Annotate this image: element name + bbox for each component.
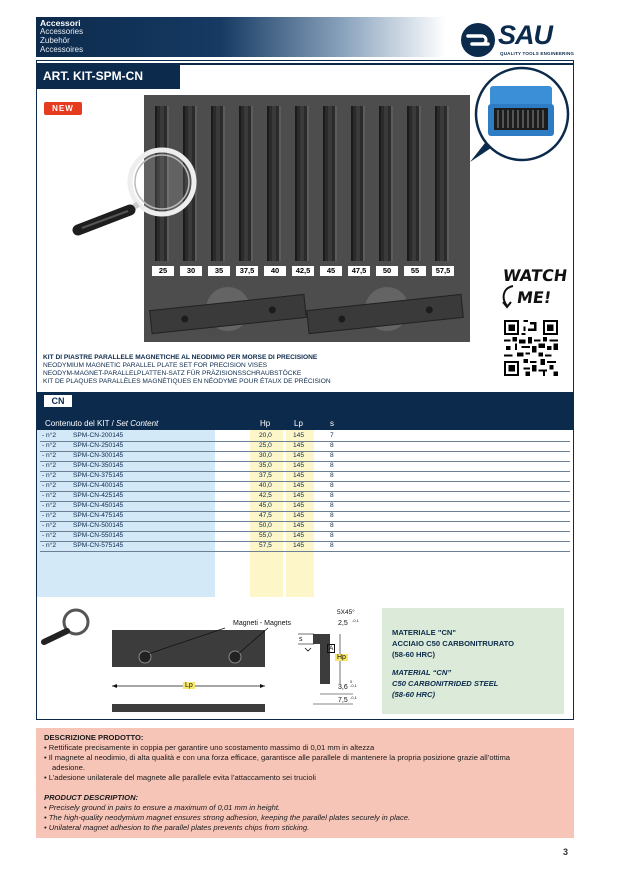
page-number: 3 [563,847,569,857]
qr-code-icon[interactable] [504,320,558,376]
parallel-plate [267,106,281,261]
dim-s: s [299,636,303,643]
header-s: s [330,419,334,428]
material-en-title: MATERIAL “CN” [392,668,452,677]
magnet-hole [268,306,276,314]
table-row [40,541,570,552]
tol-7-5: -0,1 [350,695,357,700]
row-s: 8 [330,522,334,529]
row-lp: 145 [293,512,305,519]
parallel-plate [211,106,225,261]
row-s: 8 [330,482,334,489]
case-photo-icon [470,64,570,164]
desc-it-bullet-1-text: Rettificate precisamente in coppia per garantire uno scostamento massimo di 0,01 mm in altezza [48,743,375,752]
desc-it-bullet-3-text: L’adesione unilaterale del magnete alle parallele evita l’attaccamento sei trucioli [48,773,316,782]
row-lp: 145 [293,542,305,549]
desc-en-bullet-3-text: Unilateral magnet adhesion to the parallel plates prevents chips from sticking. [48,823,310,832]
magnet-hole [338,315,346,323]
row-s: 8 [330,542,334,549]
row-hp: 50,0 [259,522,272,529]
parallel-plate [351,106,365,261]
header-line-fr: Accessoires [40,45,84,54]
row-s: 8 [330,532,334,539]
desc-it-title: DESCRIZIONE PRODOTTO: [44,733,144,742]
row-hp: 40,0 [259,482,272,489]
dim-7-5: 7,5 [338,697,348,704]
desc-fr: KIT DE PLAQUES PARALLÈLES MAGNÉTIQUES EN NÉODYME POUR ÉTAUX DE PRÉCISION [43,378,331,385]
desc-it-bullet-1: • Rettificate precisamente in coppia per garantire uno scostamento massimo di 0,01 mm in altezza [44,743,375,752]
row-hp: 42,5 [259,492,272,499]
table-header [37,416,573,430]
header-banner [36,17,446,57]
row-hp: 35,0 [259,462,272,469]
brand-tagline: QUALITY TOOLS ENGINEERING [500,51,575,56]
article-code: ART. KIT-SPM-CN [37,63,180,89]
material-it-title: MATERIALE "CN" [392,628,457,637]
row-lp: 145 [293,532,305,539]
row-lp: 145 [293,522,305,529]
row-code: SPM-CN-425145 [73,492,124,499]
desc-en-bullet-1: • Precisely ground in pairs to ensure a maximum of 0,01 mm in height. [44,803,281,812]
row-code: SPM-CN-300145 [73,452,124,459]
row-code: SPM-CN-450145 [73,502,124,509]
header-content-plain: Contenuto del KIT / [45,419,117,428]
row-s: 8 [330,472,334,479]
header-line-en: Accessories [40,27,84,36]
desc-it: KIT DI PIASTRE PARALLELE MAGNETICHE AL NEODIMIO PER MORSE DI PRECISIONE [43,354,318,361]
datum-a: A [329,645,334,652]
watch-text: WATCH [501,266,569,285]
row-lp: 145 [293,492,305,499]
size-label: 42,5 [292,266,314,276]
row-qty: - n°2 [42,542,56,549]
row-code: SPM-CN-400145 [73,482,124,489]
row-s: 8 [330,492,334,499]
magnet-hole [425,306,433,314]
row-hp: 47,5 [259,512,272,519]
size-label: 50 [376,266,398,276]
material-en-line2: (58-60 HRC) [392,690,436,699]
row-s: 8 [330,452,334,459]
dim-2-5: 2,5 [338,620,348,627]
row-lp: 145 [293,502,305,509]
material-en-line1: C50 CARBONITRIDED STEEL [392,679,499,688]
row-s: 7 [330,432,334,439]
row-hp: 55,0 [259,532,272,539]
row-qty: - n°2 [42,482,56,489]
row-code: SPM-CN-350145 [73,462,124,469]
size-label: 30 [180,266,202,276]
desc-en-bullet-2: • The high-quality neodymium magnet ensures strong adhesion, keeping the parallel plates securely in place. [44,813,411,822]
row-code: SPM-CN-200145 [73,432,124,439]
size-label: 37,5 [236,266,258,276]
row-qty: - n°2 [42,432,56,439]
row-lp: 145 [293,462,305,469]
parallel-plate [323,106,337,261]
row-qty: - n°2 [42,472,56,479]
size-label: 35 [208,266,230,276]
desc-en-bullet-3: • Unilateral magnet adhesion to the parallel plates prevents chips from sticking. [44,823,310,832]
row-qty: - n°2 [42,522,56,529]
magnifier-icon [72,146,200,236]
row-lp: 145 [293,482,305,489]
row-qty: - n°2 [42,452,56,459]
material-it-line1: ACCIAIO C50 CARBONITRURATO [392,639,515,648]
size-label: 57,5 [432,266,454,276]
desc-en: NEODYMIUM MAGNETIC PARALLEL PLATE SET FOR PRECISION VISES [43,362,267,369]
row-hp: 37,5 [259,472,272,479]
new-badge: NEW [44,102,82,115]
parallel-plate [407,106,421,261]
watch-me-callout [497,266,567,310]
row-code: SPM-CN-250145 [73,442,124,449]
arrow-down-icon [499,284,517,310]
tol-2-5: -0,1 [352,618,359,623]
row-code: SPM-CN-550145 [73,532,124,539]
chamfer-label: 5X45° [337,609,355,616]
desc-it-bullet-2-cont: adesione. [52,763,85,772]
desc-en-bullet-2-text: The high-quality neodymium magnet ensures strong adhesion, keeping the parallel plates securely in place. [48,813,411,822]
row-code: SPM-CN-375145 [73,472,124,479]
row-lp: 145 [293,432,305,439]
parallel-plate [435,106,449,261]
size-label: 25 [152,266,174,276]
desc-de: NEODYM-MAGNET-PARALLELPLATTEN-SATZ FÜR PRÄZISIONSSCHRAUBSTÖCKE [43,370,302,377]
section-label: CN [44,395,72,407]
row-lp: 145 [293,452,305,459]
hp-label: Hp [337,654,346,661]
me-text: ME! [515,288,553,307]
row-s: 8 [330,502,334,509]
row-code: SPM-CN-500145 [73,522,124,529]
header-hp: Hp [260,419,271,428]
row-hp: 20,0 [259,432,272,439]
row-hp: 45,0 [259,502,272,509]
dim-3-6: 3,6 [338,684,348,691]
parallel-plate [239,106,253,261]
header-title: Accessori [40,18,81,28]
material-box [382,608,564,714]
magnifier-small-icon [40,606,100,646]
desc-en-title: PRODUCT DESCRIPTION: [44,793,139,802]
magnets-label: Magneti - Magnets [233,620,291,627]
logo-mark-icon [460,22,496,58]
header-lp: Lp [294,419,303,428]
brand-name: SAU [498,20,553,50]
parallel-plate [295,106,309,261]
row-s: 8 [330,512,334,519]
size-label: 45 [320,266,342,276]
row-lp: 145 [293,442,305,449]
row-hp: 57,5 [259,542,272,549]
size-label: 47,5 [348,266,370,276]
row-qty: - n°2 [42,512,56,519]
brand-logo [460,20,580,60]
header-line-de: Zubehör [40,36,70,45]
desc-it-bullet-3: • L’adesione unilaterale del magnete alle parallele evita l’attaccamento sei trucioli [44,773,316,782]
size-label: 55 [404,266,426,276]
header-content-italic: Set Content [116,419,159,428]
desc-it-bullet-2-text: Il magnete al neodimio, di alta qualità e con una forza efficace, garantisce alle parallele di mantenere la propria posizione grazie all’ottima [48,753,511,762]
size-label: 40 [264,266,286,276]
row-qty: - n°2 [42,492,56,499]
row-qty: - n°2 [42,502,56,509]
header-content [45,419,158,428]
row-qty: - n°2 [42,462,56,469]
material-it-line2: (58-60 HRC) [392,650,436,659]
row-qty: - n°2 [42,532,56,539]
row-code: SPM-CN-575145 [73,542,124,549]
lp-label: Lp [185,682,193,689]
tol-3-6: 0 -0,1 [350,679,357,688]
row-code: SPM-CN-475145 [73,512,124,519]
magnet-hole [181,315,189,323]
row-s: 8 [330,442,334,449]
desc-it-bullet-2: • Il magnete al neodimio, di alta qualità e con una forza efficace, garantisce alle parallele di mantenere la propria posizione grazie all’ottima [44,753,511,762]
desc-en-bullet-1-text: Precisely ground in pairs to ensure a maximum of 0,01 mm in height. [48,803,281,812]
product-description [36,728,574,838]
row-hp: 30,0 [259,452,272,459]
parallel-plate [379,106,393,261]
row-lp: 145 [293,472,305,479]
row-s: 8 [330,462,334,469]
row-qty: - n°2 [42,442,56,449]
row-hp: 25,0 [259,442,272,449]
